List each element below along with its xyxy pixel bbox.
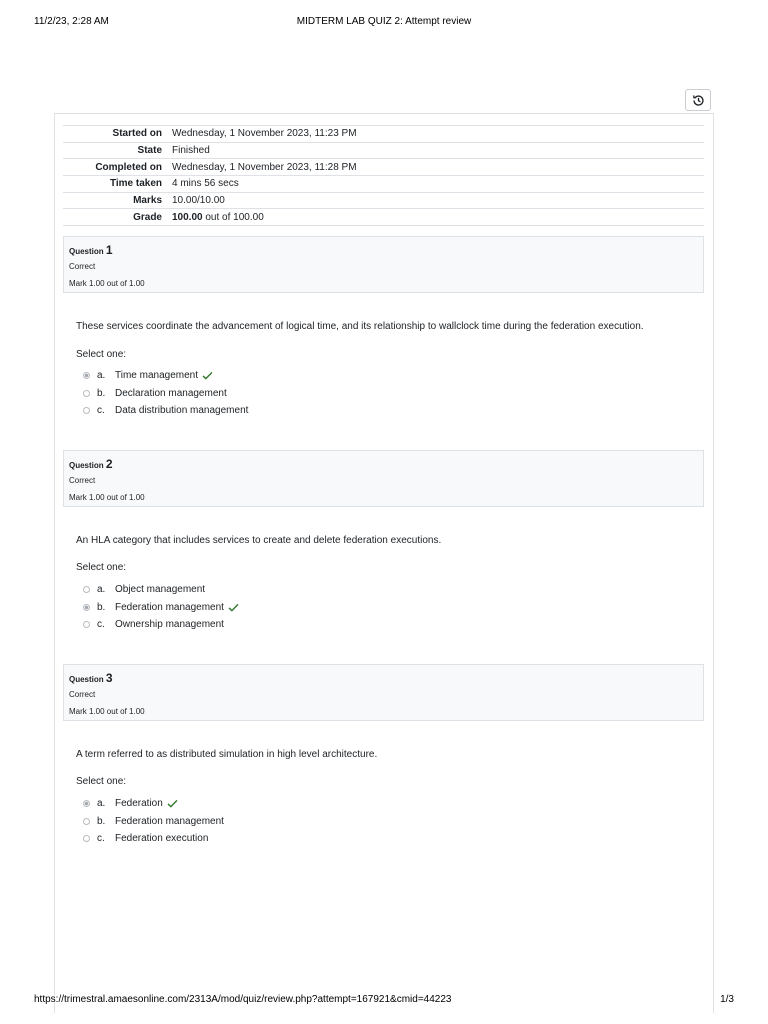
summary-value: 4 mins 56 secs (172, 176, 704, 193)
answer-option-text: Object management (115, 584, 206, 596)
grade-score: 100.00 (172, 211, 203, 223)
question-number: Question 2 (69, 457, 113, 471)
summary-value (172, 209, 704, 226)
answer-option-text: Data distribution management (115, 405, 249, 417)
check-icon (167, 799, 178, 808)
check-icon (228, 603, 239, 612)
answer-option[interactable]: b. Federation management (82, 813, 482, 831)
summary-row-completed (63, 159, 704, 176)
print-date: 11/2/23, 2:28 AM (34, 16, 109, 27)
summary-value: Finished (172, 142, 704, 159)
answer-option[interactable]: b. Declaration management (82, 385, 482, 403)
attempt-summary-table (63, 125, 704, 226)
answer-option[interactable]: c. Data distribution management (82, 402, 482, 420)
answer-option-text: Time management (115, 370, 198, 382)
radio-button[interactable] (83, 390, 90, 397)
print-page-number: 1/3 (720, 994, 734, 1005)
summary-row-grade (63, 209, 704, 226)
answer-option-text: Federation management (115, 601, 224, 613)
summary-row-time-taken (63, 176, 704, 193)
summary-label: Completed on (63, 159, 172, 176)
grade-out-of: out of 100.00 (202, 211, 264, 223)
radio-button[interactable] (83, 372, 90, 379)
answer-option-text: Federation execution (115, 833, 209, 845)
check-icon (202, 371, 213, 380)
answer-options-1 (82, 367, 482, 420)
answer-option[interactable]: a. Time management (82, 367, 482, 385)
radio-button[interactable] (83, 818, 90, 825)
radio-button[interactable] (83, 621, 90, 628)
answer-option[interactable]: a. Federation (82, 795, 482, 813)
question-info-3 (63, 664, 704, 721)
question-text-2: An HLA category that includes services to create and delete federation executions. (76, 535, 442, 546)
summary-row-started (63, 126, 704, 143)
question-grade: Mark 1.00 out of 1.00 (69, 279, 145, 288)
question-grade: Mark 1.00 out of 1.00 (69, 493, 145, 502)
answer-option[interactable]: a. Object management (82, 581, 482, 599)
question-info-2 (63, 450, 704, 507)
answer-option[interactable]: c. Federation execution (82, 830, 482, 848)
question-state: Correct (69, 262, 96, 271)
radio-button[interactable] (83, 586, 90, 593)
question-text-3: A term referred to as distributed simulation in high level architecture. (76, 749, 378, 760)
question-text-1: These services coordinate the advancement of logical time, and its relationship to wallclock time during the federation execution. (76, 321, 644, 332)
answer-options-3 (82, 795, 482, 848)
answer-option-text: Federation management (115, 815, 224, 827)
select-one-prompt: Select one: (76, 562, 127, 573)
radio-button[interactable] (83, 407, 90, 414)
summary-row-marks (63, 192, 704, 209)
summary-value: Wednesday, 1 November 2023, 11:23 PM (172, 126, 704, 143)
question-grade: Mark 1.00 out of 1.00 (69, 707, 145, 716)
radio-button[interactable] (83, 800, 90, 807)
radio-button[interactable] (83, 835, 90, 842)
answer-option[interactable]: b. Federation management (82, 599, 482, 617)
summary-label: Grade (63, 209, 172, 226)
summary-value: 10.00/10.00 (172, 192, 704, 209)
answer-option-text: Ownership management (115, 619, 224, 631)
radio-button[interactable] (83, 604, 90, 611)
select-one-prompt: Select one: (76, 349, 127, 360)
summary-label: State (63, 142, 172, 159)
summary-value: Wednesday, 1 November 2023, 11:28 PM (172, 159, 704, 176)
answer-option-text: Federation (115, 798, 163, 810)
question-number: Question 1 (69, 243, 113, 257)
print-url: https://trimestral.amaesonline.com/2313A/mod/quiz/review.php?attempt=167921&cmid=44223 (34, 994, 452, 1005)
answer-option[interactable]: c. Ownership management (82, 616, 482, 634)
question-info-1 (63, 236, 704, 293)
answer-option-text: Declaration management (115, 387, 227, 399)
history-icon (692, 94, 705, 107)
select-one-prompt: Select one: (76, 776, 127, 787)
print-footer (34, 994, 734, 1008)
summary-label: Started on (63, 126, 172, 143)
summary-row-state (63, 142, 704, 159)
question-number: Question 3 (69, 671, 113, 685)
timer-toggle-button[interactable] (685, 89, 711, 111)
summary-label: Marks (63, 192, 172, 209)
print-title: MIDTERM LAB QUIZ 2: Attempt review (296, 16, 472, 27)
summary-label: Time taken (63, 176, 172, 193)
question-state: Correct (69, 476, 96, 485)
question-state: Correct (69, 690, 96, 699)
print-header (34, 16, 734, 30)
answer-options-2 (82, 581, 482, 634)
